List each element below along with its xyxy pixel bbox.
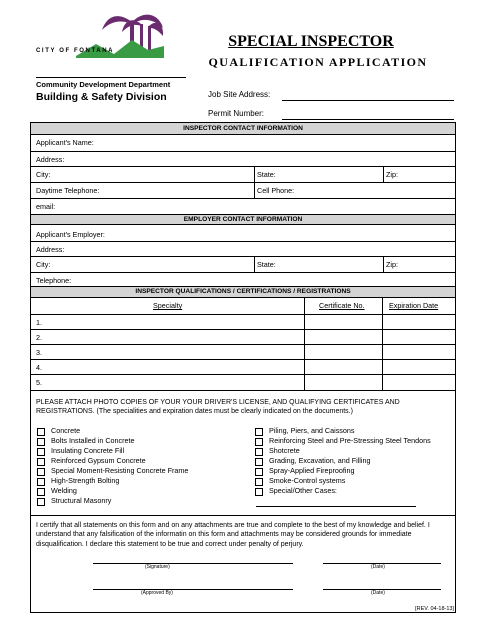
checkbox-label: Reinforcing Steel and Pre-Stressing Steel Tendons	[269, 436, 431, 445]
employer-city-label: City:	[36, 260, 51, 269]
checkbox-welding[interactable]	[37, 488, 45, 496]
checkbox-label: Grading, Excavation, and Filling	[269, 456, 371, 465]
qualification-row[interactable]	[31, 375, 455, 391]
certificate-column-header: Certificate No.	[319, 301, 365, 310]
permit-label: Permit Number:	[208, 109, 265, 118]
specialty-column-header: Specialty	[153, 301, 183, 310]
checkbox-high-strength[interactable]	[37, 478, 45, 486]
qualification-row[interactable]	[31, 345, 455, 360]
row-number: 4.	[36, 363, 42, 372]
checkbox-bolts[interactable]	[37, 438, 45, 446]
inspector-address-label: Address:	[36, 155, 65, 164]
employer-section-header	[31, 215, 455, 225]
signature-field[interactable]	[93, 563, 293, 564]
inspector-email-row[interactable]	[31, 199, 455, 215]
approval-date-label: (Date)	[371, 590, 385, 596]
inspector-zip-label: Zip:	[386, 170, 398, 179]
checkbox-label: Shotcrete	[269, 446, 300, 455]
inspector-section-title: INSPECTOR CONTACT INFORMATION	[183, 125, 303, 132]
row-number: 3.	[36, 348, 42, 357]
employer-address-label: Address:	[36, 245, 65, 254]
attachment-notice: PLEASE ATTACH PHOTO COPIES OF YOUR YOUR DRIVER'S LICENSE, AND QUALIFYING CERTIFICATES AND REGISTRATIONS. (The specialities and expiration dates must be clearly indicated on the documents.)	[36, 399, 400, 415]
checkbox-concrete[interactable]	[37, 428, 45, 436]
form-subtitle: QUALIFICATION APPLICATION	[208, 55, 428, 69]
checkbox-smoke-control[interactable]	[255, 478, 263, 486]
checkbox-shotcrete[interactable]	[255, 448, 263, 456]
approved-by-label: (Approved By)	[141, 590, 173, 596]
applicant-name-row[interactable]	[31, 135, 455, 152]
inspector-address-row[interactable]	[31, 152, 455, 167]
row-number: 5.	[36, 378, 42, 387]
employer-section-title: EMPLOYER CONTACT INFORMATION	[183, 216, 303, 223]
employer-phone-label: Telephone:	[36, 276, 72, 285]
checkbox-grading[interactable]	[255, 458, 263, 466]
checkbox-label: Insulating Concrete Fill	[51, 446, 125, 455]
header-divider	[36, 77, 186, 78]
checkbox-label: High-Strength Bolting	[51, 476, 120, 485]
expiration-column-header: Expiration Date	[389, 301, 439, 310]
checkbox-special-other[interactable]	[255, 488, 263, 496]
inspector-phone-row	[31, 183, 455, 199]
city-logo	[36, 10, 164, 70]
checkbox-label: Special/Other Cases:	[269, 486, 337, 495]
specialty-checkbox-block	[31, 391, 455, 516]
employer-phone-row[interactable]	[31, 273, 455, 287]
row-number: 1.	[36, 318, 42, 327]
checkbox-label: Piling, Piers, and Caissons	[269, 426, 355, 435]
email-label: email:	[36, 202, 56, 211]
employer-address-row[interactable]	[31, 242, 455, 257]
signature-date-label: (Date)	[371, 564, 385, 570]
checkbox-gypsum[interactable]	[37, 458, 45, 466]
qualifications-section-title: INSPECTOR QUALIFICATIONS / CERTIFICATIONS / REGISTRATIONS	[135, 288, 351, 295]
qualifications-column-headers	[31, 298, 455, 315]
qualification-row[interactable]	[31, 330, 455, 345]
checkbox-label: Welding	[51, 486, 77, 495]
row-number: 2.	[36, 333, 42, 342]
checkbox-moment-frame[interactable]	[37, 468, 45, 476]
employer-city-row	[31, 257, 455, 273]
special-other-field[interactable]	[256, 506, 416, 507]
checkbox-label: Structural Masonry	[51, 496, 112, 505]
inspector-state-label: State:	[257, 170, 276, 179]
checkbox-insulating[interactable]	[37, 448, 45, 456]
applicant-name-label: Applicant's Name:	[36, 138, 94, 147]
checkbox-label: Concrete	[51, 426, 81, 435]
approved-by-field[interactable]	[93, 589, 293, 590]
checkbox-reinforcing[interactable]	[255, 438, 263, 446]
employer-zip-label: Zip:	[386, 260, 398, 269]
city-name: CITY OF FONTANA	[36, 48, 115, 54]
employer-state-label: State:	[257, 260, 276, 269]
division-name: Building & Safety Division	[36, 91, 167, 103]
job-site-field[interactable]	[282, 100, 454, 101]
checkbox-label: Smoke-Control systems	[269, 476, 346, 485]
inspector-city-row	[31, 167, 455, 183]
checkbox-piling[interactable]	[255, 428, 263, 436]
employer-label: Applicant's Employer:	[36, 230, 105, 239]
qualifications-section-header	[31, 287, 455, 298]
checkbox-label: Special Moment-Resisting Concrete Frame	[51, 466, 189, 475]
signature-label: (Signature)	[145, 564, 170, 570]
form-title: SPECIAL INSPECTOR	[228, 33, 394, 50]
checkbox-label: Spray-Applied Fireproofing	[269, 466, 355, 475]
checkbox-fireproofing[interactable]	[255, 468, 263, 476]
revision-label: [REV. 04-18-13]	[415, 606, 454, 612]
inspector-section-header	[31, 123, 455, 135]
certification-statement: I certify that all statements on this form and on any attachments are true and complete to the best of my knowledge and belief. I understand that any falsification of the informatin on this form and attachments may be considered grounds for immediate disqualification. I declare this statement to be true and correct under penalty of perjury.	[36, 522, 430, 548]
application-form	[30, 122, 456, 613]
permit-field[interactable]	[282, 119, 454, 120]
qualification-row[interactable]	[31, 360, 455, 375]
employer-name-row[interactable]	[31, 225, 455, 242]
checkbox-label: Reinforced Gypsum Concrete	[51, 456, 146, 465]
daytime-phone-label: Daytime Telephone:	[36, 186, 100, 195]
job-site-label: Job Site Address:	[208, 90, 271, 99]
qualification-row[interactable]	[31, 315, 455, 330]
checkbox-masonry[interactable]	[37, 498, 45, 506]
inspector-city-label: City:	[36, 170, 51, 179]
checkbox-label: Bolts Installed in Concrete	[51, 436, 135, 445]
cell-phone-label: Cell Phone:	[257, 186, 295, 195]
department-name: Community Development Department	[36, 80, 171, 89]
